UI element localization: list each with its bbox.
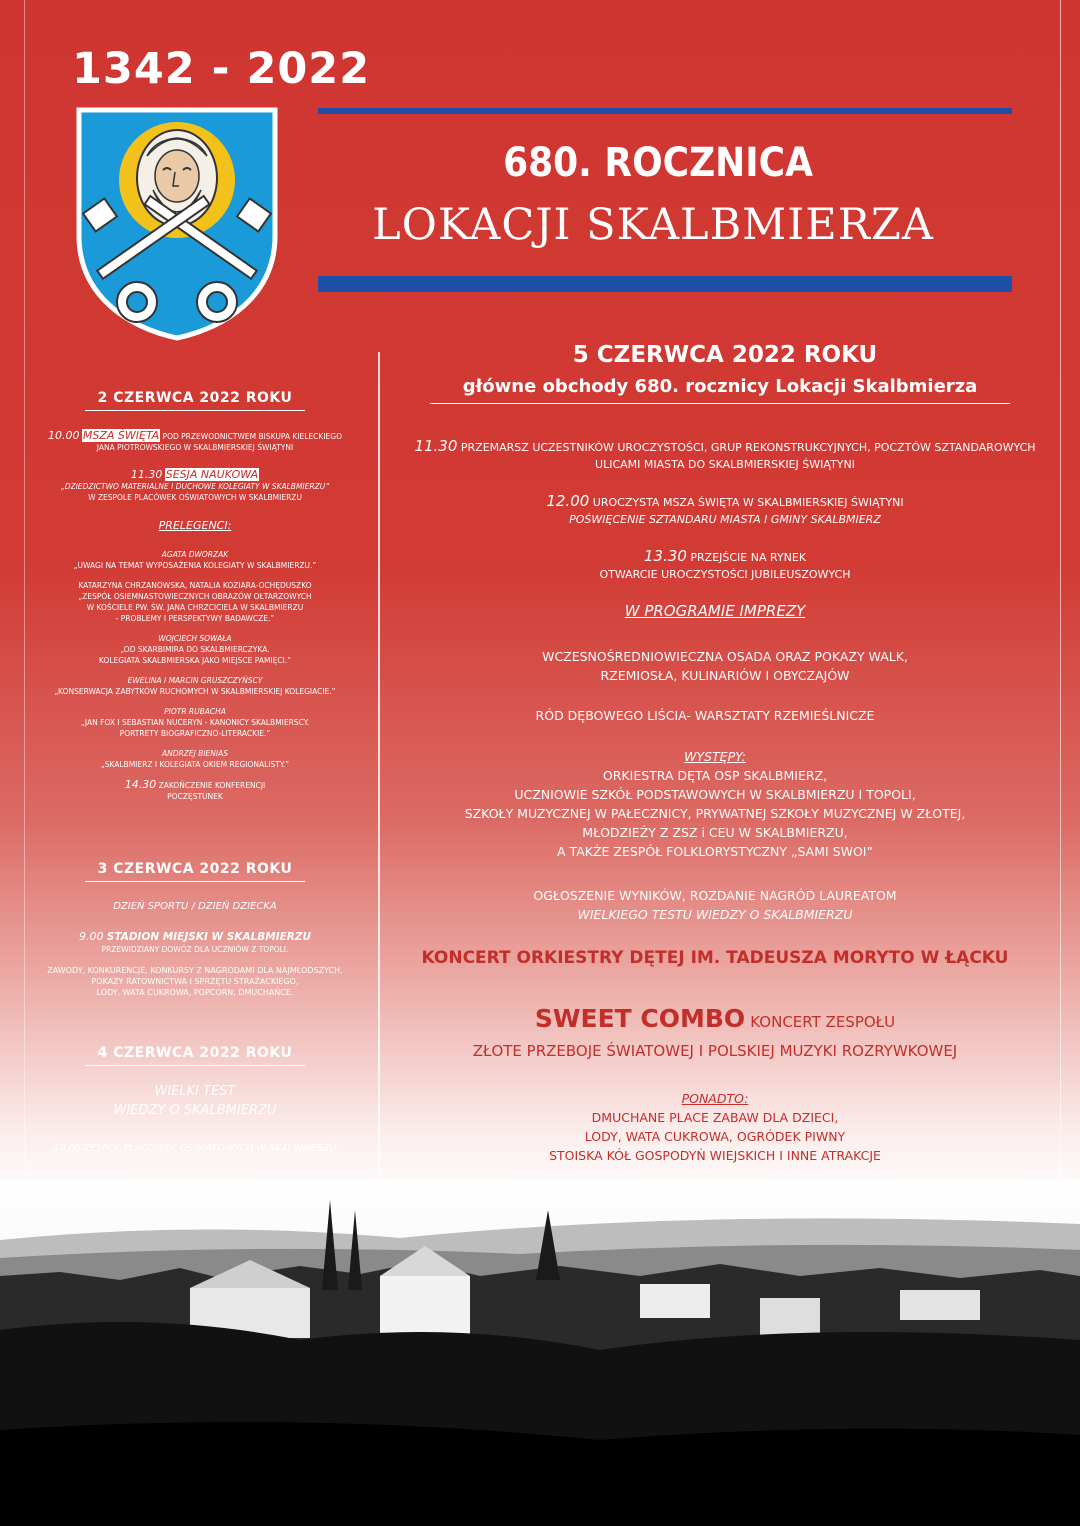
day1-end-line1: ZAKOŃCZENIE KONFERENCJI <box>158 781 266 790</box>
speaker5-topic-1: „JAN FOX I SEBASTIAN NUCERYN - KANONICY SKALBMIERSCY. <box>80 718 310 727</box>
program-march <box>390 438 1060 473</box>
day2-line2: POKAZY RATOWNICTWA I SPRZĘTU STRAŻACKIEGO, <box>91 977 299 986</box>
speaker2-topic-1: „ZESPÓŁ OSIEMNASTOWIECZNYCH OBRAZÓW OŁTARZOWYCH <box>78 592 312 601</box>
speakers-list <box>30 549 360 802</box>
speaker2-topic-3: - PROBLEMY I PERSPEKTYWY BADAWCZE.” <box>115 614 275 623</box>
day2-heading: 3 CZERWCA 2022 ROKU <box>85 861 305 882</box>
additionally-line3: STOISKA KÓŁ GOSPODYŃ WIEJSKICH I INNE ATRAKCJE <box>549 1148 881 1163</box>
location-title: LOKACJI SKALBMIERZA <box>372 200 934 250</box>
program-label: W PROGRAMIE IMPREZY <box>624 602 806 620</box>
square-line1: PRZEJŚCIE NA RYNEK <box>690 551 807 564</box>
day1-mass <box>30 430 360 453</box>
day1-session-title: SESJA NAUKOWA <box>165 468 259 481</box>
speaker1-name: AGATA DWORZAK <box>161 550 229 559</box>
day1-mass-line2: JANA PIOTROWSKIEGO W SKALBMIERSKIEJ ŚWIĄTYNI <box>96 443 294 452</box>
main-subtitle: główne obchody 680. rocznicy Lokacji Skalbmierza <box>430 376 1010 404</box>
years-label: 1342 - 2022 <box>72 44 371 94</box>
combo-subtitle: ZŁOTE PRZEBOJE ŚWIATOWEJ I POLSKIEJ MUZYKI ROZRYWKOWEJ <box>472 1042 958 1060</box>
program-mass <box>390 493 1060 528</box>
day1-mass-line1: POD PRZEWODNICTWEM BISKUPA KIELECKIEGO <box>162 432 343 441</box>
performances-label: WYSTĘPY: <box>684 749 746 764</box>
march-line1: PRZEMARSZ UCZESTNIKÓW UROCZYSTOŚCI, GRUP REKONSTRUKCYJNYCH, POCZTÓW SZTANDAROWYCH <box>460 441 1036 454</box>
program-workshops: RÓD DĘBOWEGO LIŚCIA- WARSZTATY RZEMIEŚLNICZE <box>535 708 875 723</box>
day3-heading: 4 CZERWCA 2022 ROKU <box>85 1045 305 1066</box>
speaker6-topic: „SKALBMIERZ I KOLEGIATA OKIEM REGIONALISTY.” <box>100 760 290 769</box>
coat-of-arms-icon <box>75 106 279 342</box>
sweet-combo <box>390 1004 1040 1033</box>
march-time: 11.30 <box>414 437 458 455</box>
performances-line2: UCZNIOWIE SZKÓŁ PODSTAWOWYCH W SKALBMIERZU I TOPOLI, <box>514 787 916 802</box>
additionally-line1: DMUCHANE PLACE ZABAW DLA DZIECI, <box>591 1110 839 1125</box>
additionally <box>390 1089 1040 1165</box>
day2-time: 9.00 <box>78 930 104 943</box>
column-divider <box>378 352 380 1172</box>
settlement-line1: WCZESNOŚREDNIOWIECZNA OSADA ORAZ POKAZY WALK, <box>542 649 908 664</box>
day2-place: STADION MIEJSKI W SKALBMIERZU <box>106 931 312 943</box>
performances <box>390 747 1040 861</box>
mass-line2: POŚWIĘCENIE SZTANDARU MIASTA I GMINY SKALBMIERZ <box>569 513 881 526</box>
march-line2: ULICAMI MIASTA DO SKALBMIERSKIEJ ŚWIĄTYNI <box>595 458 855 471</box>
day1-session-line2: W ZESPOLE PLACÓWEK OŚWIATOWYCH W SKALBMIERZU <box>88 493 302 502</box>
speaker6-name: ANDRZEJ BIENIAS <box>161 749 228 758</box>
speaker4-topic: „KONSERWACJA ZABYTKÓW RUCHOMYCH W SKALBMIERSKIEJ KOLEGIACIE.” <box>54 687 336 696</box>
day3-place: ZESPÓŁ PLACÓWEK OŚWIATOWYCH W SKALBMIERZU <box>83 1143 337 1154</box>
day1-end-time: 14.30 <box>124 778 157 791</box>
speaker2-name: KATARZYNA CHRZANOWSKA, NATALIA KOZIARA-OCHĘDUSZKO <box>78 581 312 590</box>
day2-line1: ZAWODY, KONKURENCJE, KONKURSY Z NAGRODAMI DLA NAJMŁODSZYCH, <box>47 966 343 975</box>
day3-time: 10.00 <box>53 1143 81 1154</box>
day1-session <box>30 469 360 503</box>
day2-details <box>20 900 370 998</box>
results <box>390 886 1040 924</box>
speaker5-name: PIOTR RUBACHA <box>164 707 226 716</box>
performances-line4: MŁODZIEŻY Z ZSZ i CEU W SKALBMIERZU, <box>582 825 848 840</box>
performances-line1: ORKIESTRA DĘTA OSP SKALBMIERZ, <box>602 768 828 783</box>
square-line2: OTWARCIE UROCZYSTOŚCI JUBILEUSZOWYCH <box>599 568 851 581</box>
day3-title2: WIEDZY O SKALBMIERZU <box>113 1103 277 1118</box>
top-blue-bar <box>318 108 1012 114</box>
bottom-blue-bar <box>318 276 1012 292</box>
day1-session-time: 11.30 <box>130 468 163 481</box>
speakers-label: PRELEGENCI: <box>158 519 232 532</box>
results-line2: WIELKIEGO TESTU WIEDZY O SKALBMIERZU <box>577 907 853 922</box>
mass-time: 12.00 <box>546 492 590 510</box>
speaker3-topic-2: KOLEGIATA SKALBMIERSKA JAKO MIEJSCE PAMIĘCI.” <box>98 656 292 665</box>
combo-suffix: KONCERT ZESPOŁU <box>750 1013 896 1031</box>
additionally-line2: LODY, WATA CUKROWA, OGRÓDEK PIWNY <box>584 1129 846 1144</box>
anniversary-title: 680. ROCZNICA <box>503 140 813 186</box>
day3-title1: WIELKI TEST <box>154 1084 236 1099</box>
day1-mass-time: 10.00 <box>47 429 80 442</box>
speaker2-topic-2: W KOŚCIELE PW. ŚW. JANA CHRZCICIELA W SKALBMIERZU <box>86 603 304 612</box>
main-date: 5 CZERWCA 2022 ROKU <box>572 342 878 368</box>
performances-line3: SZKOŁY MUZYCZNEJ W PAŁECZNICY, PRYWATNEJ SZKOŁY MUZYCZNEJ W ZŁOTEJ, <box>464 806 966 821</box>
performances-line5: A TAKŻE ZESPÓŁ FOLKLORYSTYCZNY „SAMI SWOI” <box>557 844 873 859</box>
day1-end-line2: POCZĘSTUNEK <box>167 792 223 801</box>
program-settlement <box>390 647 1060 685</box>
results-line1: OGŁOSZENIE WYNIKÓW, ROZDANIE NAGRÓD LAUREATOM <box>533 888 897 903</box>
day3-details <box>30 1082 360 1120</box>
combo-name: SWEET COMBO <box>534 1004 746 1033</box>
day1-mass-title: MSZA ŚWIĘTA <box>82 429 160 442</box>
speaker5-topic-2: PORTRETY BIOGRAFICZNO-LITERACKIE.” <box>119 729 271 738</box>
speaker3-name: WOJCIECH SOWAŁA <box>158 634 232 643</box>
day2-line3: LODY, WATA CUKROWA, POPCORN, DMUCHAŃCE. <box>96 988 294 997</box>
speaker1-topic: „UWAGI NA TEMAT WYPOSAŻENIA KOLEGIATY W SKALBMIERZU.” <box>73 561 317 570</box>
mass-line1: UROCZYSTA MSZA ŚWIĘTA W SKALBMIERSKIEJ ŚWIĄTYNI <box>592 496 904 509</box>
day2-note: PRZEWIDZIANY DOWÓZ DLA UCZNIÓW Z TOPOLI. <box>101 945 289 954</box>
day1-heading: 2 CZERWCA 2022 ROKU <box>85 390 305 411</box>
town-skyline-image <box>0 1180 1080 1526</box>
settlement-line2: RZEMIOSŁA, KULINARIÓW I OBYCZAJÓW <box>600 668 850 683</box>
speaker3-topic-1: „OD SKARBIMIRA DO SKALBMIERCZYKA. <box>120 645 270 654</box>
day1-session-line1: „DZIEDZICTWO MATERIALNE I DUCHOWE KOLEGIATY W SKALBMIERZU” <box>60 482 330 491</box>
day2-subtitle: DZIEŃ SPORTU / DZIEŃ DZIECKA <box>113 901 277 912</box>
brass-concert: KONCERT ORKIESTRY DĘTEJ IM. TADEUSZA MORYTO W ŁĄCKU <box>421 948 1009 968</box>
program-square <box>390 548 1060 583</box>
additionally-label: PONADTO: <box>681 1091 749 1106</box>
speaker4-name: EWELINA I MARCIN GRUSZCZYŃSCY <box>127 676 263 685</box>
square-time: 13.30 <box>643 547 687 565</box>
day3-place-line <box>20 1142 370 1156</box>
